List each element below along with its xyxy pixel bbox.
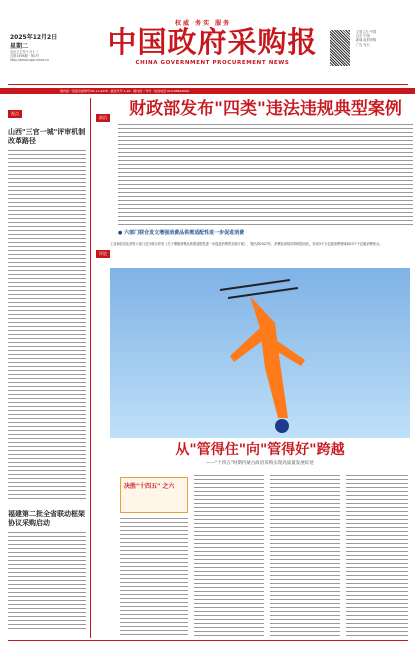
staff-line: 社长 中国: [356, 34, 370, 39]
section-badge: 视点: [8, 100, 22, 119]
sub-headline[interactable]: ● 六部门联合发文增强消费品供需适配性进一步促进消费: [118, 230, 245, 236]
feature-column-3: [270, 475, 340, 636]
left-body-text: [8, 150, 86, 500]
staff-line: 新闻 政府采购: [356, 38, 377, 43]
feature-box: [120, 477, 188, 513]
staff-list: [356, 30, 411, 47]
feature-subheadline: ——"十四五"时期内蒙古政府采购实现高质量发展综述: [206, 461, 314, 466]
tagline: 权威 务实 服务: [175, 20, 232, 27]
article-intro: 工业和信息化部等六部门近日联合印发《关于增强消费品供需适配性进一步促进消费的实施方案》，提出到2027年，消费品供给结构明显优化，形成3个万亿级消费领域和10个千亿级消费热点。: [110, 242, 383, 246]
lunar-date: 农历乙巳年十月十三: [10, 50, 39, 54]
staff-line: 主管主办 中国: [356, 30, 377, 34]
feature-column-1: [120, 518, 188, 636]
masthead-title: 中国政府采购报: [107, 25, 318, 59]
publication-info-bar: [0, 88, 415, 94]
qr-code-icon: [330, 30, 350, 66]
main-headline[interactable]: 财政部发布"四类"违法违规典型案例: [129, 99, 402, 119]
publication-info-text: 国内统一连续出版物号CN 11-0276 · 邮发代号 1-94 · 国内统一刊号 · 热线电话 010-88640000: [60, 89, 190, 93]
masthead: [95, 24, 330, 72]
date-block: [10, 32, 90, 63]
side-badge: 前沿: [96, 104, 110, 123]
feature-box-title: 决胜"十四五" 之六: [124, 483, 175, 490]
column-divider: [90, 98, 91, 638]
footer-rule: [8, 640, 408, 641]
date: 2025年12月2日: [10, 34, 58, 41]
feature-column-4: [346, 475, 408, 636]
main-article-text: [118, 124, 413, 226]
header-rule: [8, 84, 408, 85]
left-body-text-2: [8, 532, 86, 632]
website-url[interactable]: http://www.cgpr.news.cn: [10, 58, 50, 63]
skier-photo: [110, 268, 410, 438]
weekday: 星期二: [10, 43, 29, 50]
feature-headline[interactable]: 从"管得住"向"管得好"跨越: [175, 442, 345, 458]
masthead-english: CHINA GOVERNMENT PROCUREMENT NEWS: [135, 60, 290, 66]
staff-line: 广告 发行: [356, 42, 370, 47]
left-headline[interactable]: 山西"三官一城"评审机制改革路径: [8, 128, 86, 145]
issue-number: 总第1498期 · 第1号: [10, 54, 40, 59]
side-badge-2: 评论: [96, 240, 110, 259]
left-headline-2[interactable]: 福建第二批全省联动框架协议采购启动: [8, 510, 85, 527]
feature-column-2: [194, 475, 264, 636]
